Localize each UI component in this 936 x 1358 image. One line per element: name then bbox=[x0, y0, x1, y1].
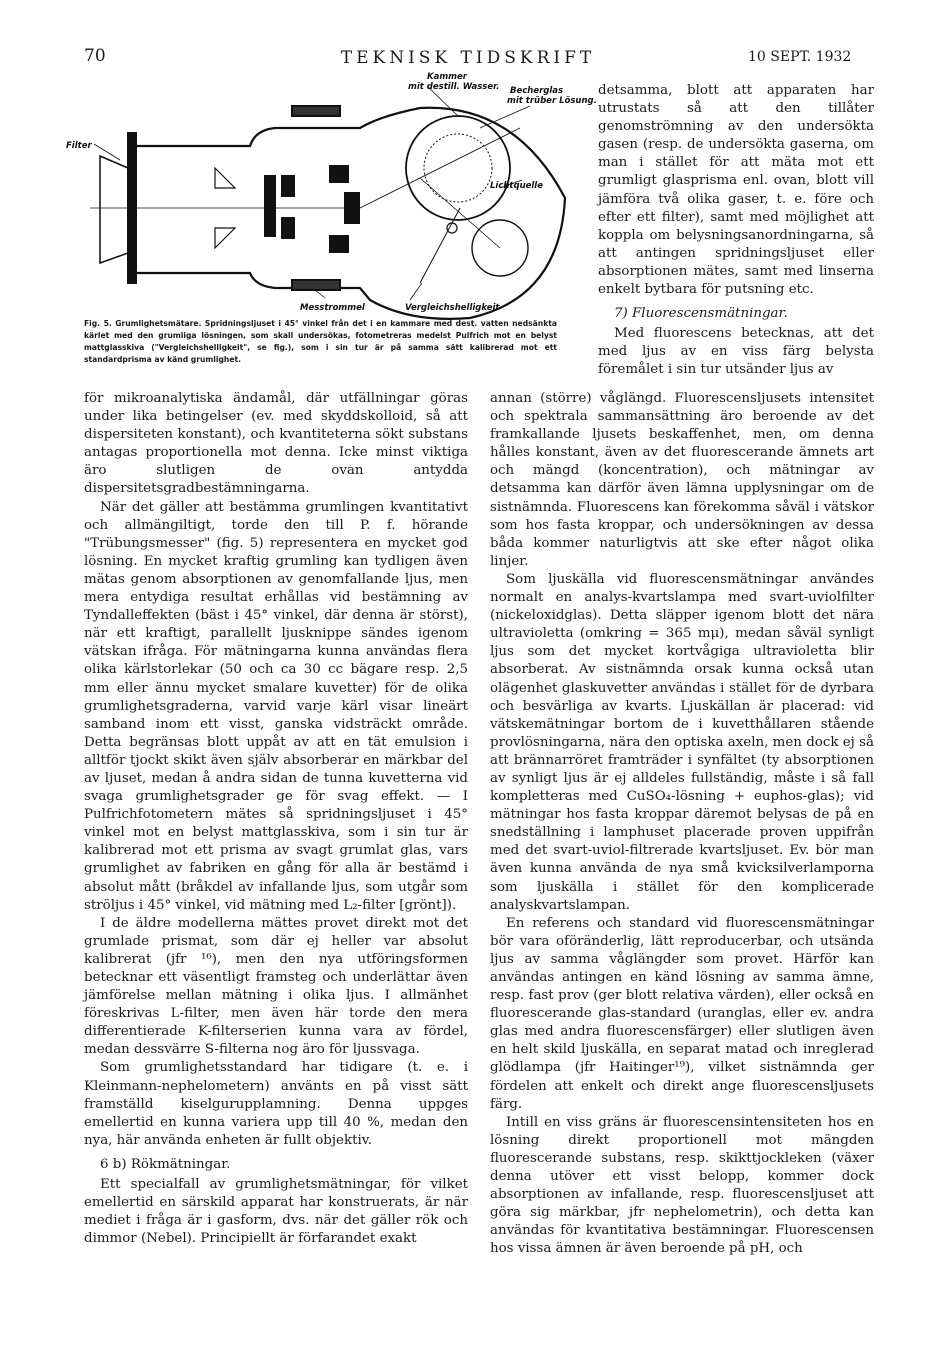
paragraph: Som ljuskälla vid fluorescensmätningar användes normalt en analys-kvartslampa med svart-uviolfilter (nickeloxidglas). Detta släpper igenom blott det nära ultravioletta (omkring = 365 mμ), medan såväl synligt ljus som det mycket kortvågiga ultravioletta blir absorberat. Av sistnämnda orsak kunna också utan olägenhet glaskuvetter användas i stället för de dyrbara och besvärliga av kvarts. Ljuskällan är placerad: vid vätskemätningar bortom de i kuvetthållaren stående provlösningarna, nära den optiska axeln, men dock ej så att brännarröret framträder i synfältet (ty absorptionen av synligt ljus är ej alldeles fullständig, måste i så fall kompletteras med CuSO₄-lösning + euphos-glas); vid mätningar hos fasta kroppar däremot belysas de på en snedställning i lamphuset placerade proven uppifrån med det svart-uviol-filtrerade kvartsljuset. Ev. bör man även kunna använda de nya små kvicksilverlamporna som ljuskälla i stället för den komplicerade analyskvartslampan. bbox=[490, 571, 874, 913]
label-becherglas: Becherglas bbox=[510, 86, 564, 96]
paragraph: detsamma, blott att apparaten har utrustats så att den tillåter genomströmning av den undersökta gasen (resp. de undersökta gaserna, om man i stället för att mäta mot ett grumligt glasprisma enl. ovan, blott vill jämföra två olika gaser, t. e. före och efter ett filter), samt med möjlighet att koppla om belysningsanordningarna, så att antingen spridningsljuset eller absorptionen mätes, samt med linserna enkelt bytbara för putsning etc. bbox=[598, 83, 874, 298]
section-heading-fluorescens: 7) Fluorescensmätningar. bbox=[614, 306, 788, 322]
label-destill: mit destill. Wasser. bbox=[408, 82, 500, 92]
paragraph: I de äldre modellerna mättes provet direkt mot det grumlade prismat, som där ej heller var absolut kalibrerat (jfr ¹⁶), men den nya utföringsformen betecknar ett väsentligt framsteg och underlättar även jämförelse mellan mätning i olika ljus. I allmänhet föreskrivas L-filter, men även här torde den mera differentierade K-filterserien kunna vara av fördel, medan dessvärre S-filterna nog äro för ljussvaga. bbox=[84, 915, 468, 1058]
label-filter: Filter bbox=[66, 141, 92, 151]
paragraph: för mikroanalytiska ändamål, där utfällningar göras under lika betingelser (ev. med skyddskolloid, så att dispersiteten konstant), och kvantiteterna sökt substans antagas proportionella mot denna. Icke minst viktiga äro slutligen de ovan antydda dispersitetsgradbestämningarna. bbox=[84, 391, 468, 497]
left-column bbox=[84, 390, 468, 1248]
figure-turbidity-meter bbox=[60, 68, 597, 330]
paragraph: En referens och standard vid fluorescensmätningar bör vara oföränderlig, lätt reproducerbar, och utsända ljus av samma våglängder som provet. Härför kan användas antingen en känd lösning av samma ämne, resp. fast prov (ger blott relativa värden), eller också en fluorescerande glas-standard (uranglas, eller ev. andra glas med andra fluorescensfärger) eller slutligen även en helt skild ljuskälla, en separat matad och inreglerad glödlampa (jfr Haitinger¹⁹), vilket sistnämnda ger fördelen att enkelt och direkt ange fluorescensljusets färg. bbox=[490, 915, 874, 1112]
figure-caption: Fig. 5. Grumlighetsmätare. Spridningsljuset i 45° vinkel från det i en kammare med dest. vatten nedsänkta kärlet med den grumliga lösningen, som skall undersökas, fotometreras medelst Pulfrich mot en belyst mattglasskiva ("Vergleichshelligkeit", se fig.), som i sin tur är på samma sätt kalibrerad mot ett standardprisma av känd grumlighet. bbox=[84, 319, 557, 364]
paragraph: annan (större) våglängd. Fluorescensljusets intensitet och spektrala sammansättning äro beroende av det framkallande ljusets beskaffenhet, men, om denna hålles konstant, även av det fluorescerande ämnets art och mängd (koncentration), och mätningar av detsamma kan därför även lämna upplysningar om de sistnämnda. Fluorescens kan förekomma såväl i vätskor som hos fasta kroppar, och undersökningen av dessa båda kommer naturligtvis att ske efter något olika linjer. bbox=[490, 391, 874, 569]
paragraph: Ett specialfall av grumlighetsmätningar, för vilket emellertid en särskild apparat har konstruerats, är när mediet i fråga är i gasform, dvs. när det gäller rök och dimmor (Nebel). Principiellt är förfarandet exakt bbox=[84, 1177, 468, 1247]
issue-date: 10 SEPT. 1932 bbox=[748, 49, 852, 65]
journal-title: TEKNISK TIDSKRIFT bbox=[340, 48, 596, 68]
section-heading-rokmatningar: 6 b) Rökmätningar. bbox=[100, 1156, 231, 1172]
paragraph: Som grumlighetsstandard har tidigare (t. e. i Kleinmann-nephelometern) använts en på visst sätt framställd kiselgurupplamning. Denna uppges emellertid en kunna variera upp till 40 %, medan den nya, här använda enheten är fullt objektiv. bbox=[84, 1060, 468, 1148]
label-messtrommel: Messtrommel bbox=[300, 303, 365, 313]
label-truber: mit trüber Lösung. bbox=[507, 96, 597, 106]
right-column-top bbox=[598, 82, 874, 380]
label-kammer: Kammer bbox=[427, 72, 467, 82]
paragraph: När det gäller att bestämma grumlingen kvantitativt och allmängiltigt, torde den till P. f. hörande "Trübungsmesser" (fig. 5) representera en mycket god lösning. En mycket kraftig grumling kan tydligen även mätas genom absorptionen av genomfallande ljus, men mera entydiga resultat erhållas vid bestämning av Tyndalleffekten (bäst i 45° vinkel, där denna är störst), när ett kraftigt, parallellt ljusknippe sändes igenom vätskan ifråga. För mätningarna kunna användas flera olika kärlstorlekar (50 och ca 30 cc bägare resp. 2,5 mm eller ännu mycket smalare kuvetter) för de olika grumlighetsgraderna, varvid varje kärl visar lineärt samband inom ett visst, ganska vidsträckt område. Detta begränsas blott uppåt av att en tät emulsion i alltför tjockt skikt även själv absorberar en märkbar del av ljuset, medan å andra sidan de tunna kuvetterna vid svaga grumlighetsgrader ge för svag effekt. — I Pulfrichfotometern mätes så spridningsljuset i 45° vinkel mot en belyst mattglasskiva, som i sin tur är kalibrerad mot ett prisma av svagt grumlat glas, vars grumlighet av fabriken en gång för alla är bestämd i absolut mått (bråkdel av infallande ljus, som utgår som ströljus i 45° vinkel, vid mätning med L₂-filter [grönt]). bbox=[84, 499, 468, 913]
right-column bbox=[490, 390, 874, 1259]
label-lichtquelle: Lichtquelle bbox=[490, 181, 543, 191]
label-vergleich: Vergleichshelligkeit bbox=[405, 303, 500, 313]
paragraph: Intill en viss gräns är fluorescensintensiteten hos en lösning direkt proportionell mot mängden fluorescerande substans, resp. skikttjockleken (växer denna utöver ett visst belopp, kommer dock absorptionen av infallande, resp. fluorescensljuset att göra sig märkbar, jfr nephelometrin), och detta kan användas för kvantitativa bestämningar. Fluorescensen hos vissa ämnen är även beroende på pH, och bbox=[490, 1114, 874, 1257]
paragraph: Med fluorescens betecknas, att det med ljus av en viss färg belysta föremålet i sin tur utsänder ljus av bbox=[598, 326, 874, 378]
page-number: 70 bbox=[84, 46, 106, 66]
